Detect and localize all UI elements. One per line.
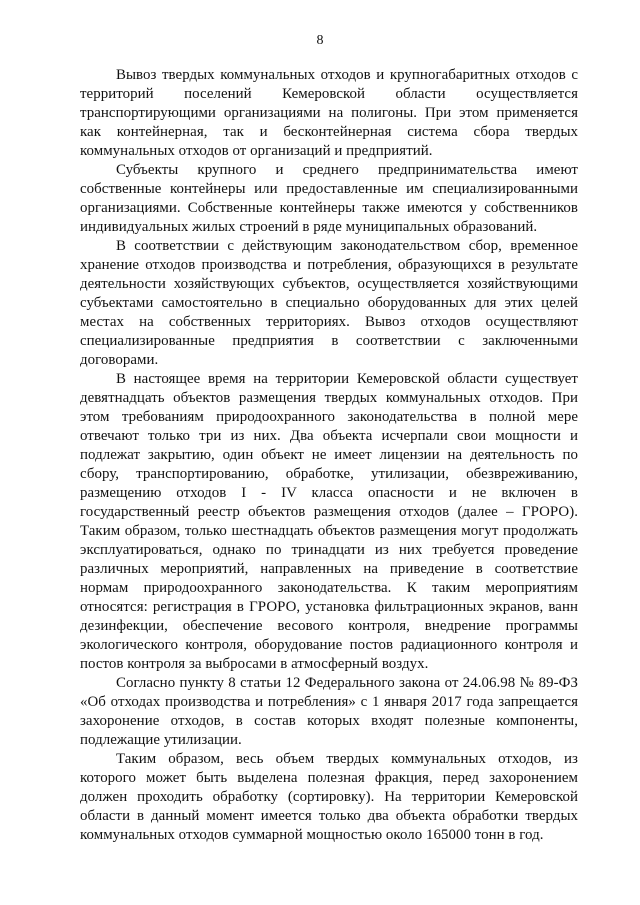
paragraph-waste-removal: Вывоз твердых коммунальных отходов и крупногабаритных отходов с территорий поселений Кемеровской области осуществляется транспортирующими организациями на полигоны. При этом применяется как контейнерная, так и бесконтейнерная система сбора твердых коммунальных отходов от организаций и предприятий.	[80, 67, 578, 159]
document-body	[80, 66, 578, 845]
paragraph-federal-law: Согласно пункту 8 статьи 12 Федерального закона от 24.06.98 № 89-ФЗ «Об отходах производства и потребления» с 1 января 2017 года запрещается захоронение отходов, в состав которых входят полезные компоненты, подлежащие утилизации.	[80, 675, 578, 748]
paragraph-sorting: Таким образом, весь объем твердых коммунальных отходов, из которого может быть выделена полезная фракция, перед захоронением должен проходить обработку (сортировку). На территории Кемеровской области в данный момент имеется только два объекта обработки твердых коммунальных отходов суммарной мощностью около 165000 тонн в год.	[80, 751, 578, 843]
paragraph-legislation: В соответствии с действующим законодательством сбор, временное хранение отходов производства и потребления, образующихся в результате деятельности хозяйствующих субъектов, осуществляется хозяйствующими субъектами самостоятельно в специально оборудованных для этих целей местах на собственных территориях. Вывоз отходов осуществляют специализированные предприятия в соответствии с заключенными договорами.	[80, 238, 578, 368]
page-number: 8	[316, 33, 324, 48]
paragraph-disposal-facilities: В настоящее время на территории Кемеровской области существует девятнадцать объектов размещения твердых коммунальных отходов. При этом требованиям природоохранного законодательства в полной мере отвечают только три из них. Два объекта исчерпали свои мощности и подлежат закрытию, один объект не имеет лицензии на деятельность по сбору, транспортированию, обработке, утилизации, обезвреживанию, размещению отходов I - IV класса опасности и не включен в государственный реестр объектов размещения отходов (далее – ГРОРО). Таким образом, только шестнадцать объектов размещения могут продолжать эксплуатироваться, однако по тринадцати из них требуется проведение различных мероприятий, направленных на приведение в соответствие нормам природоохранного законодательства. К таким мероприятиям относятся: регистрация в ГРОРО, установка фильтрационных экранов, ванн дезинфекции, обеспечение весового контроля, внедрение программы экологического контроля, оборудование постов радиационного контроля и постов контроля за выбросами в атмосферный воздух.	[80, 371, 578, 672]
paragraph-business-containers: Субъекты крупного и среднего предпринимательства имеют собственные контейнеры или предоставленные им специализированными организациями. Собственные контейнеры также имеются у собственников индивидуальных жилых строений в ряде муниципальных образований.	[80, 162, 578, 235]
